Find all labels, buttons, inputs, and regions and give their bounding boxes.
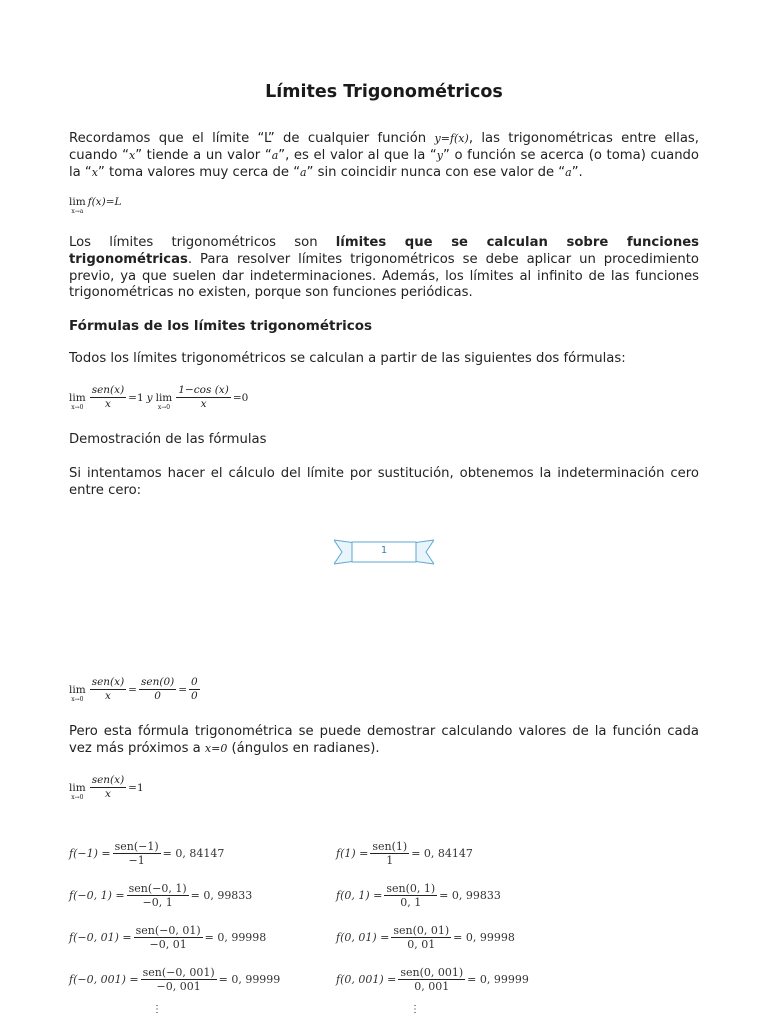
para2-text-2: . Para resolver límites trigonométricos se debe aplicar un procedimiento previo, ya que suelen dar indeterminaciones. Además, los límites al infinito de las funciones trigonométricas no existen, porque son funciones periódicas. bbox=[69, 251, 699, 301]
intro-text-8: ”. bbox=[571, 164, 583, 180]
intro-math-a1: a bbox=[271, 148, 279, 162]
value-row-right-3: f(0, 01) = $\frac{\text{sen(0, 01)}}{0, 01}$ = 0, 99998 bbox=[336, 924, 515, 951]
fraction-one-minus-cos: $\frac{1-\cos (x)}{x}$ bbox=[178, 384, 229, 410]
intro-math-x1: x bbox=[128, 148, 136, 162]
lim-subscript: x→0 bbox=[71, 404, 84, 411]
vertical-dots-left: ⋮ bbox=[152, 1004, 162, 1015]
intro-text-2: , las trigonométricas entre ellas, cuando “ bbox=[69, 131, 699, 163]
lim-subscript: x→a bbox=[71, 208, 84, 215]
fraction-sen-x: $\frac{\text{sen(x)}}{x}$ bbox=[91, 384, 125, 410]
formulas-intro: Todos los límites trigonométricos se calculan a partir de las siguientes dos fórmulas: bbox=[69, 351, 626, 366]
conjunction-y: y bbox=[146, 391, 153, 404]
value-row-left-1: f(−1) = $\frac{\text{sen(−1)}}{-1}$ = 0, 84147 bbox=[69, 840, 225, 867]
para2-text-1: Los límites trigonométricos son bbox=[69, 235, 336, 250]
intro-math-y1: y bbox=[436, 148, 443, 162]
lim-subscript: x→0 bbox=[71, 794, 84, 801]
limit-equals-one: lim x→0 $\frac{\text{sen(x)}}{x}$ =1 bbox=[69, 774, 144, 801]
ribbon-label: 1 bbox=[380, 545, 388, 556]
lim-label: lim bbox=[69, 196, 86, 208]
value-row-left-2: f(−0, 1) = $\frac{\text{sen(−0, 1)}}{-0, 1}$ = 0, 99833 bbox=[69, 882, 253, 909]
intro-math-x2: x bbox=[91, 165, 98, 179]
lim-label: lim bbox=[155, 392, 173, 404]
definition-paragraph bbox=[69, 235, 699, 302]
intro-text-4: ”, es el valor al que la “ bbox=[278, 147, 437, 163]
demonstration-paragraph bbox=[69, 724, 699, 758]
value-row-left-3: f(−0, 01) = $\frac{\text{sen(−0, 01)}}{-0, 01}$ = 0, 99998 bbox=[69, 924, 267, 951]
equals-zero: =0 bbox=[232, 391, 249, 404]
para5-text-2: (ángulos en radianes). bbox=[227, 740, 380, 756]
ribbon-banner bbox=[334, 537, 434, 567]
intro-text-3: ” tiende a un valor “ bbox=[135, 147, 272, 163]
para5-math-x0: x=0 bbox=[204, 741, 228, 755]
intro-math-a2: a bbox=[300, 165, 307, 179]
demo-heading: Demostración de las fórmulas bbox=[69, 432, 267, 447]
limit-expression: f(x)=L bbox=[87, 196, 122, 208]
formula-pair bbox=[69, 384, 248, 411]
page-title: Límites Trigonométricos bbox=[265, 82, 503, 102]
lim-subscript: x→0 bbox=[157, 404, 171, 411]
intro-text-5: ” o función se acerca (o toma) cuando la “ bbox=[69, 147, 699, 180]
intro-paragraph bbox=[69, 131, 699, 181]
vertical-dots-right: ⋮ bbox=[410, 1004, 420, 1015]
formulas-heading: Fórmulas de los límites trigonométricos bbox=[69, 318, 373, 334]
intro-math-a3: a bbox=[565, 165, 572, 179]
lim-subscript: x→0 bbox=[71, 696, 84, 703]
value-row-left-4: f(−0, 001) = $\frac{\text{sen(−0, 001)}}{-0, 001}$ = 0, 99999 bbox=[69, 966, 281, 993]
lim-label: lim bbox=[69, 392, 86, 404]
intro-text-7: ” sin coincidir nunca con ese valor de “ bbox=[306, 164, 566, 180]
limit-definition bbox=[69, 196, 121, 215]
value-row-right-4: f(0, 001) = $\frac{\text{sen(0, 001)}}{0, 001}$ = 0, 99999 bbox=[336, 966, 529, 993]
value-row-right-2: f(0, 1) = $\frac{\text{sen(0, 1)}}{0, 1}$ = 0, 99833 bbox=[336, 882, 501, 909]
lim-label: lim bbox=[69, 782, 86, 794]
lim-label: lim bbox=[69, 684, 86, 696]
substitution-formula: lim x→0 $\frac{\text{sen(x)}}{x}$ = $\frac{\text{sen(0)}}{0}$ = $\frac{0}{0}$ bbox=[69, 676, 198, 703]
para5-text-1: Pero esta fórmula trigonométrica se puede demostrar calculando valores de la función cada vez más próximos a bbox=[69, 724, 699, 756]
intro-text-1: Recordamos que el límite “L” de cualquier función bbox=[69, 131, 427, 146]
intro-text-6: ” toma valores muy cerca de “ bbox=[98, 164, 301, 180]
substitution-paragraph: Si intentamos hacer el cálculo del límite por sustitución, obtenemos la indeterminación cero entre cero: bbox=[69, 466, 699, 498]
intro-math-fx: y=f(x) bbox=[434, 132, 469, 145]
equals-one: =1 bbox=[128, 391, 144, 404]
value-row-right-1: f(1) = $\frac{\text{sen(1)}}{1}$ = 0, 84147 bbox=[336, 840, 473, 867]
para2-bold: límites que se calculan sobre funciones trigonométricas bbox=[69, 235, 700, 267]
